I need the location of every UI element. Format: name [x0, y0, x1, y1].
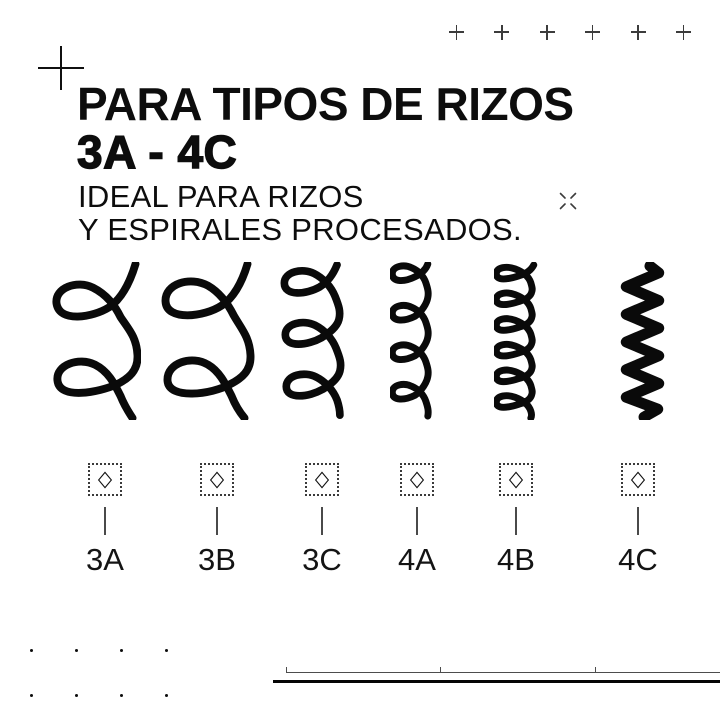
- curl-4b-illustration: [494, 262, 540, 420]
- subtitle-line1: IDEAL PARA RIZOS: [78, 179, 364, 214]
- page-title-range: 3A - 4C: [77, 126, 238, 178]
- ruler-tick: [595, 667, 596, 673]
- curl-3c-illustration: [280, 262, 350, 420]
- dot: [120, 649, 123, 652]
- curl-type-label: 4C: [618, 542, 658, 577]
- x-mark-icon: [558, 191, 578, 211]
- dot: [30, 694, 33, 697]
- diamond-icon: [410, 471, 424, 488]
- dot: [75, 694, 78, 697]
- curl-4c-illustration: [617, 262, 667, 420]
- ruler-line: [286, 672, 720, 673]
- curl-type-label: 3C: [302, 542, 342, 577]
- curl-4a-illustration: [390, 262, 435, 420]
- curl-type-column-4b: [484, 463, 548, 575]
- curl-type-label: 4A: [398, 542, 436, 577]
- curl-type-column-3a: [73, 463, 137, 575]
- dot: [165, 694, 168, 697]
- page-title: PARA TIPOS DE RIZOS: [77, 78, 574, 130]
- plus-row: [449, 24, 691, 40]
- dot-grid: [30, 649, 168, 697]
- curl-type-column-4a: [385, 463, 449, 575]
- connector-line: [216, 507, 218, 535]
- diamond-icon: [210, 471, 224, 488]
- plus-icon: [540, 25, 555, 40]
- connector-line: [321, 507, 323, 535]
- curl-type-column-3b: [185, 463, 249, 575]
- subtitle-line2: Y ESPIRALES PROCESADOS.: [78, 212, 522, 247]
- ruler-tick: [286, 667, 287, 673]
- dotted-square-icon: [305, 463, 339, 496]
- plus-icon: [449, 25, 464, 40]
- diamond-icon: [315, 471, 329, 488]
- diamond-icon: [631, 471, 645, 488]
- dot: [165, 649, 168, 652]
- curl-type-label: 3A: [86, 542, 124, 577]
- plus-icon: [676, 25, 691, 40]
- dotted-square-icon: [621, 463, 655, 496]
- connector-line: [104, 507, 106, 535]
- dot: [75, 649, 78, 652]
- dot: [30, 649, 33, 652]
- plus-icon: [585, 25, 600, 40]
- baseline-rule: [273, 680, 720, 683]
- connector-line: [416, 507, 418, 535]
- dotted-square-icon: [200, 463, 234, 496]
- curl-type-label: 4B: [497, 542, 535, 577]
- dotted-square-icon: [400, 463, 434, 496]
- curl-3b-illustration: [160, 262, 256, 420]
- curl-3a-illustration: [51, 262, 141, 420]
- diamond-icon: [98, 471, 112, 488]
- diamond-icon: [509, 471, 523, 488]
- connector-line: [637, 507, 639, 535]
- dotted-square-icon: [88, 463, 122, 496]
- curl-type-label: 3B: [198, 542, 236, 577]
- plus-icon: [494, 25, 509, 40]
- connector-line: [515, 507, 517, 535]
- dotted-square-icon: [499, 463, 533, 496]
- dot: [120, 694, 123, 697]
- ruler-tick: [440, 667, 441, 673]
- curl-type-column-3c: [290, 463, 354, 575]
- plus-icon: [631, 25, 646, 40]
- curl-type-column-4c: [606, 463, 670, 575]
